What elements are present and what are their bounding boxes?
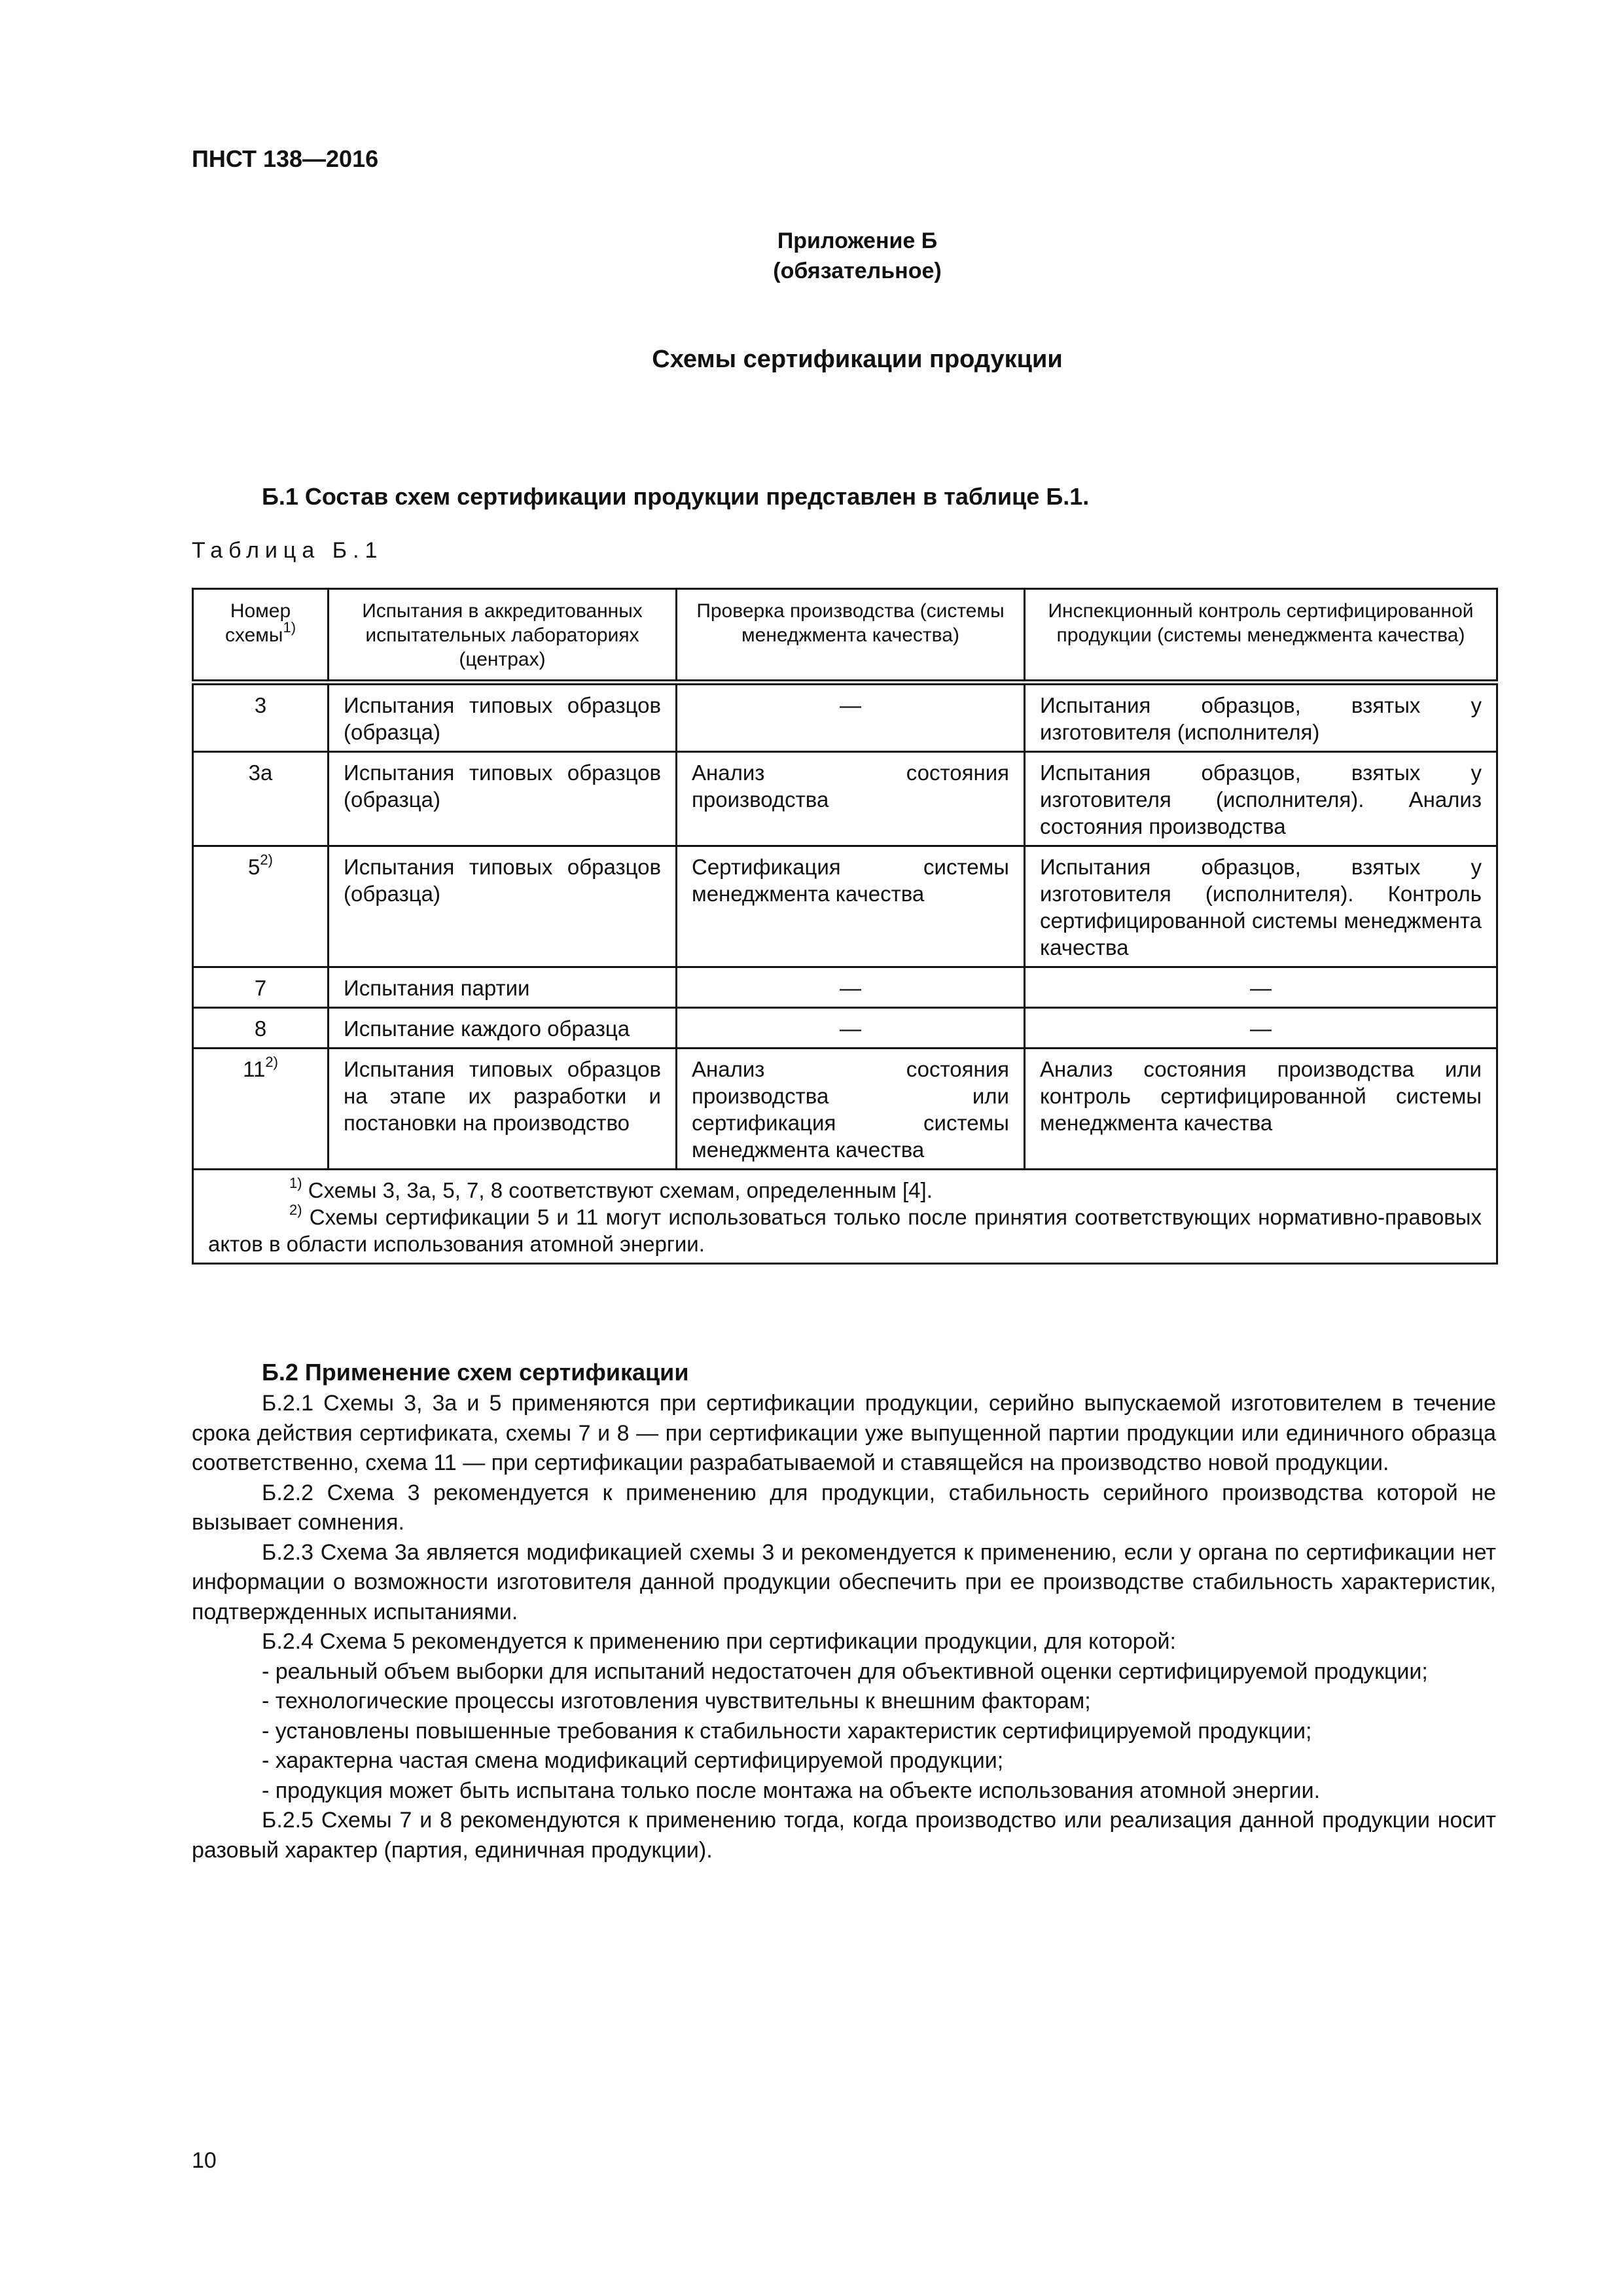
- cell-production: —: [677, 1008, 1025, 1049]
- annex-name: Схемы сертификации продукции: [652, 346, 1063, 373]
- header-inspection: Инспекционный контроль сертифицированной продукции (системы менеджмента качества): [1025, 589, 1497, 683]
- cell-inspection: Испытания образцов, взятых у изготовителя (исполнителя). Анализ состояния производства: [1025, 752, 1497, 846]
- intro-paragraph: Б.1 Состав схем сертификации продукции представлен в таблице Б.1.: [262, 483, 1090, 510]
- cell-production: Анализ состояния производства: [677, 752, 1025, 846]
- annex-status: (обязательное): [773, 259, 942, 283]
- cell-testing: Испытания типовых образцов (образца): [329, 846, 677, 967]
- list-item: - продукция может быть испытана только после монтажа на объекте использования атомной энергии.: [262, 1778, 1321, 1803]
- table-note: [208, 1177, 1482, 1204]
- list-item: - технологические процессы изготовления чувствительны к внешним факторам;: [262, 1689, 1091, 1713]
- cell-testing: Испытания типовых образцов (образца): [329, 752, 677, 846]
- cell-inspection: Анализ состояния производства или контроль сертифицированной системы менеджмента качества: [1025, 1049, 1497, 1170]
- paragraph-b22: Б.2.2 Схема 3 рекомендуется к применению для продукции, стабильность серийного производства которой не вызывает сомнения.: [192, 1480, 1496, 1535]
- scheme-number: 8: [254, 1016, 267, 1041]
- paragraph-b21: Б.2.1 Схемы 3, 3а и 5 применяются при сертификации продукции, серийно выпускаемой изготовителем в течение срока действия сертификата, схемы 7 и 8 — при сертификации уже выпущенной партии продукции или единичного образца соответственно, схема 11 — при сертификации разрабатываемой и ставящейся на производство новой продукции.: [192, 1391, 1496, 1475]
- cell-scheme-number: [193, 967, 329, 1008]
- table-row: [193, 1008, 1497, 1049]
- cell-scheme-number: [193, 846, 329, 967]
- note-text: Схемы сертификации 5 и 11 могут использоваться только после принятия соответствующих нормативно-правовых актов в области использования атомной энергии.: [208, 1205, 1482, 1256]
- table-caption: Таблица Б.1: [192, 538, 383, 563]
- table-row: [193, 1049, 1497, 1170]
- paragraph-b24: Б.2.4 Схема 5 рекомендуется к применению при сертификации продукции, для которой:: [262, 1629, 1176, 1654]
- cell-production: Сертификация системы менеджмента качества: [677, 846, 1025, 967]
- section-b2-body: [192, 1389, 1496, 1865]
- cell-production: —: [677, 967, 1025, 1008]
- paragraph-b23: Б.2.3 Схема 3а является модификацией схемы 3 и рекомендуется к применению, если у органа по сертификации нет информации о возможности изготовителя данной продукции обеспечить при ее производстве стабильность характеристик, подтвержденных испытаниями.: [192, 1539, 1496, 1624]
- note-text: Схемы 3, 3а, 5, 7, 8 соответствуют схемам, определенным [4].: [308, 1178, 933, 1202]
- scheme-number: 7: [254, 976, 267, 1000]
- scheme-note-mark: 2): [260, 852, 273, 868]
- document-code: ПНСТ 138—2016: [192, 145, 379, 172]
- cell-inspection: —: [1025, 967, 1497, 1008]
- header-testing: Испытания в аккредитованных испытательных лабораториях (центрах): [329, 589, 677, 683]
- table-row: [193, 846, 1497, 967]
- scheme-number: 11: [243, 1057, 266, 1081]
- page-number: 10: [192, 2148, 217, 2173]
- cell-inspection: Испытания образцов, взятых у изготовителя (исполнителя). Контроль сертифицированной системы менеджмента качества: [1025, 846, 1497, 967]
- cell-scheme-number: [193, 1008, 329, 1049]
- cell-scheme-number: [193, 752, 329, 846]
- cell-production: Анализ состояния производства или сертификация системы менеджмента качества: [677, 1049, 1025, 1170]
- table-header-row: [193, 589, 1497, 683]
- scheme-number: 5: [248, 855, 260, 879]
- paragraph-b25: Б.2.5 Схемы 7 и 8 рекомендуются к применению тогда, когда производство или реализация данной продукции носит разовый характер (партия, единичная продукции).: [192, 1808, 1496, 1863]
- table-notes: [193, 1170, 1497, 1264]
- scheme-note-mark: 2): [265, 1054, 278, 1070]
- cell-scheme-number: [193, 683, 329, 752]
- table-notes-row: [193, 1170, 1497, 1264]
- certification-schemes-table: [192, 588, 1498, 1265]
- list-item: - реальный объем выборки для испытаний недостаточен для объективной оценки сертифицируемой продукции;: [262, 1659, 1428, 1684]
- cell-testing: Испытания типовых образцов (образца): [329, 683, 677, 752]
- cell-testing: Испытания партии: [329, 967, 677, 1008]
- table-row: [193, 752, 1497, 846]
- cell-scheme-number: [193, 1049, 329, 1170]
- table-row: [193, 967, 1497, 1008]
- list-item: - характерна частая смена модификаций сертифицируемой продукции;: [262, 1748, 1004, 1773]
- section-b2-heading: Б.2 Применение схем сертификации: [262, 1359, 689, 1386]
- cell-production: —: [677, 683, 1025, 752]
- scheme-number: 3: [254, 693, 267, 717]
- note-mark: 1): [289, 1175, 302, 1191]
- header-number-note-mark: 1): [283, 619, 296, 636]
- note-mark: 2): [289, 1202, 302, 1218]
- scheme-number: 3а: [248, 761, 273, 785]
- table-container: [192, 588, 1496, 1265]
- header-production: Проверка производства (системы менеджмента качества): [677, 589, 1025, 683]
- cell-testing: Испытание каждого образца: [329, 1008, 677, 1049]
- list-item: - установлены повышенные требования к стабильности характеристик сертифицируемой продукции;: [262, 1718, 1312, 1744]
- table-row: [193, 683, 1497, 752]
- cell-inspection: Испытания образцов, взятых у изготовителя (исполнителя): [1025, 683, 1497, 752]
- header-number: [193, 589, 329, 683]
- table-note: [208, 1204, 1482, 1257]
- cell-inspection: —: [1025, 1008, 1497, 1049]
- header-number-label: Номер схемы: [224, 600, 291, 646]
- annex-title: Приложение Б: [777, 228, 938, 253]
- cell-testing: Испытания типовых образцов на этапе их разработки и постановки на производство: [329, 1049, 677, 1170]
